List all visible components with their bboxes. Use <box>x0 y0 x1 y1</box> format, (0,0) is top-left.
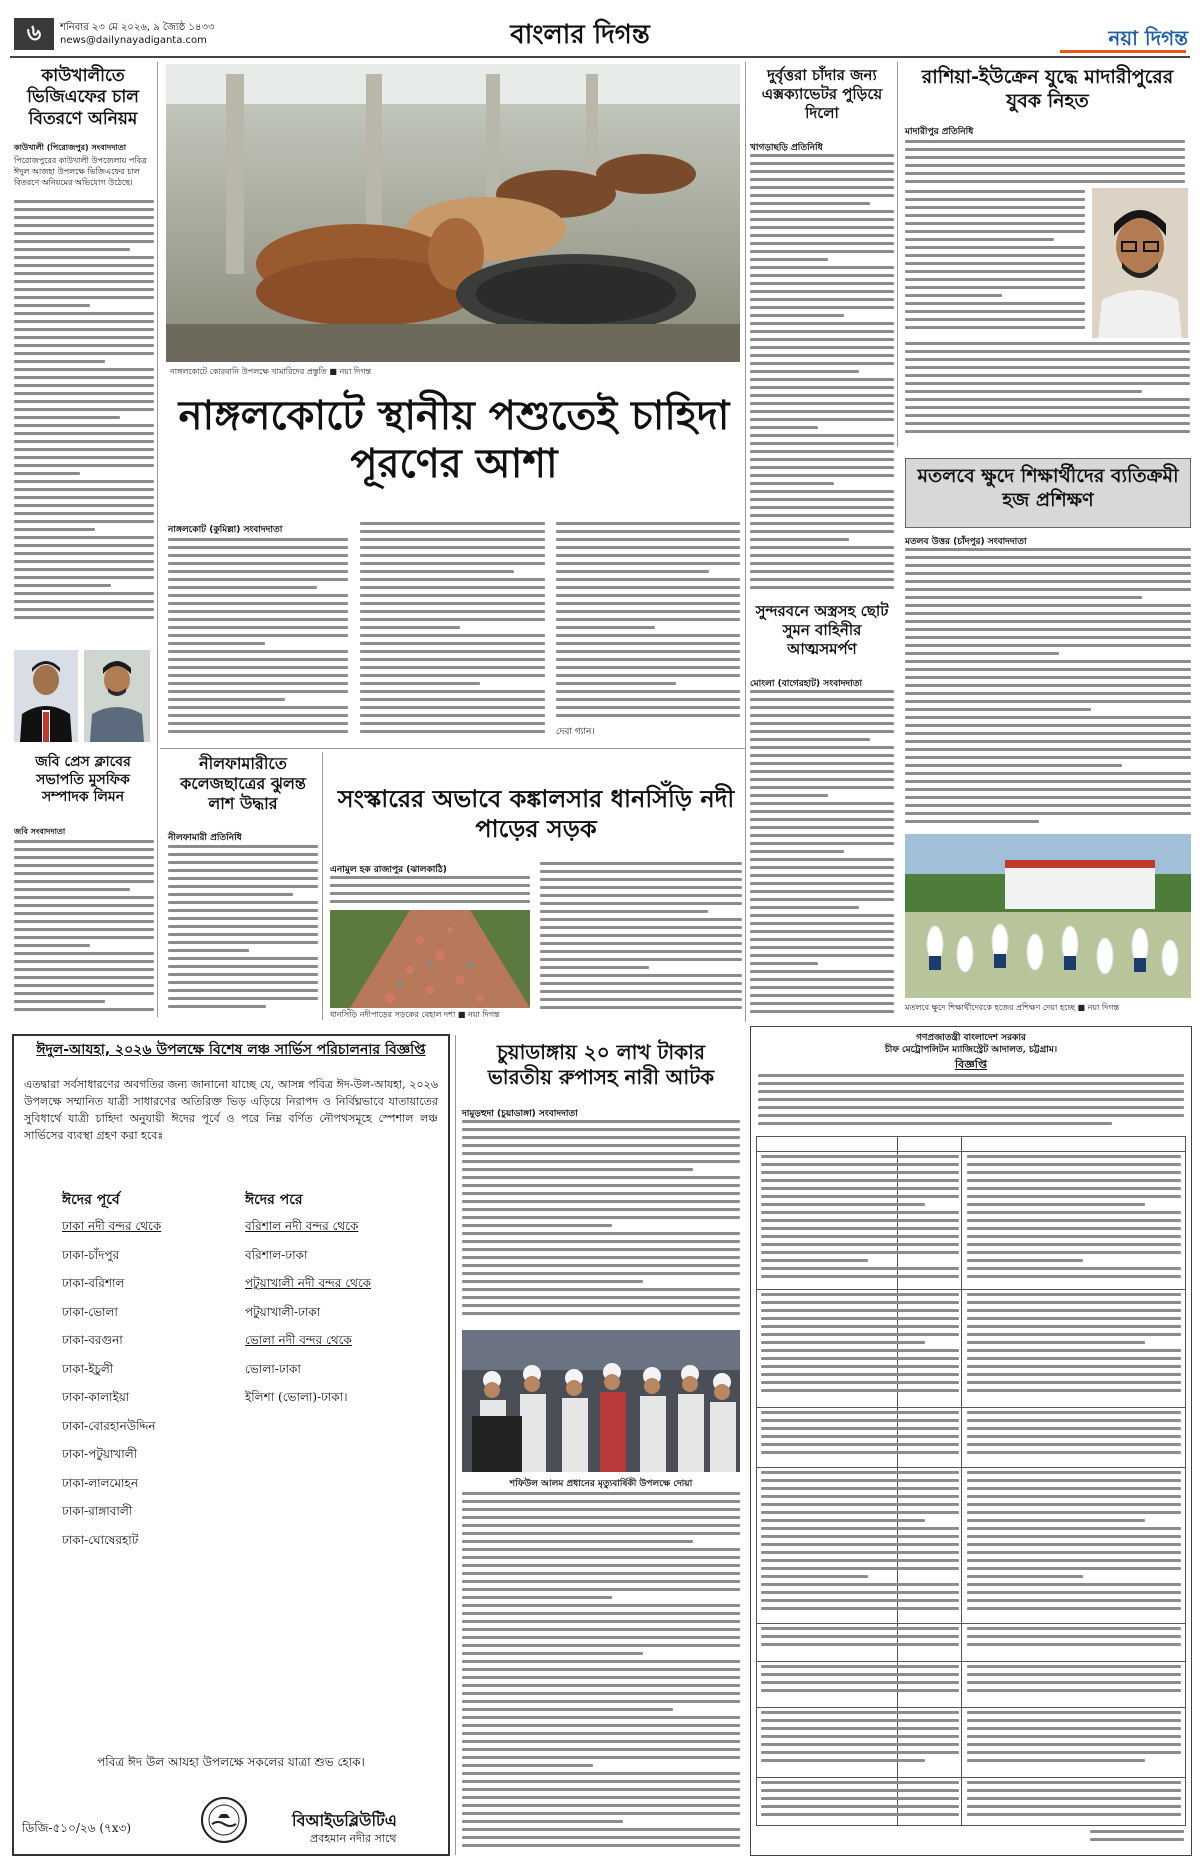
ad-before-list <box>62 1218 232 1560</box>
table-row-rule <box>757 1777 1185 1778</box>
column-rule <box>455 1035 456 1855</box>
road-body-col-1 <box>330 876 530 908</box>
table-cell-text <box>761 1627 959 1657</box>
ad-after-list <box>245 1218 435 1418</box>
broken-road-photo <box>330 910 530 1008</box>
table-cell-text <box>967 1411 1181 1463</box>
route-item: ঢাকা-কালাইয়া <box>62 1390 130 1404</box>
page-number-box <box>14 18 54 50</box>
route-item: পটুয়াখালী নদী বন্দর থেকে <box>245 1276 372 1290</box>
jabi-secretary-photo <box>84 650 150 742</box>
table-cell-text <box>761 1781 959 1821</box>
biwta-logo-icon <box>200 1796 248 1844</box>
column-rule <box>897 62 898 447</box>
matlab-body-text <box>905 548 1191 830</box>
table-cell-text <box>967 1627 1181 1657</box>
table-row-rule <box>757 1707 1185 1708</box>
route-item: ঢাকা-ভোলা <box>62 1304 118 1319</box>
excavator-headline: দুর্বৃত্তরা চাঁদার জন্য এক্সক্যাভেটর পুড়িয়ে দিলো <box>761 66 883 122</box>
kaukhali-headline: কাউখালীতে ভিজিএফের চাল বিতরণে অনিয়ম <box>27 66 139 129</box>
column-rule <box>745 62 746 1022</box>
road-body-col-2 <box>540 862 742 1020</box>
chuadanga-body-text <box>462 1120 740 1325</box>
caption-credit: নয়া দিগন্ত <box>1087 1003 1120 1012</box>
ad-before-heading: ঈদের পূর্বে <box>62 1192 120 1208</box>
table-cell-text <box>761 1293 959 1403</box>
header-email: news@dailynayadiganta.com <box>60 35 207 46</box>
nilphamari-byline: নীলফামারী প্রতিনিধি <box>168 833 242 843</box>
notice-intro-text <box>758 1074 1184 1134</box>
route-item: ঢাকা-বরিশাল <box>62 1276 125 1290</box>
ad-slogan: প্রবহমান নদীর সাথে <box>310 1832 397 1845</box>
table-cell-text <box>967 1711 1181 1773</box>
road-photo-caption: ধানসিঁড়ি নদীপাড়ের সড়কের বেহাল দশা ■ নয়া দিগন্ত <box>330 1010 500 1019</box>
logo-underline <box>1060 50 1186 53</box>
caption-credit: নয়া দিগন্ত <box>339 367 372 376</box>
newspaper-logo: নয়া দিগন্ত <box>1108 26 1188 50</box>
matlab-headline: মতলবে ক্ষুদে শিক্ষার্থীদের ব্যতিক্রমী হজ প্রশিক্ষণ <box>917 465 1179 511</box>
jabi-byline: জবি সংবাদদাতা <box>14 827 66 836</box>
table-cell-text <box>967 1665 1181 1703</box>
table-row-rule <box>757 1661 1185 1662</box>
page-number: ৬ <box>26 21 42 46</box>
column-rule <box>322 752 323 1020</box>
nilphamari-headline: নীলফামারীতে কলেজছাত্রের ঝুলন্ত লাশ উদ্ধার <box>180 754 306 813</box>
prayer-gathering-photo <box>462 1330 740 1472</box>
ad-org: বিআইডব্লিউটিএ <box>292 1811 397 1830</box>
chuadanga-byline: দামুড়হুদা (চুয়াডাঙ্গা) সংবাদদাতা <box>462 1109 578 1119</box>
notice-signature-text <box>1090 1830 1184 1852</box>
road-headline: সংস্কারের অভাবে কঙ্কালসার ধানসিঁড়ি নদী পাড়ের সড়ক <box>337 785 735 843</box>
ukraine-byline: মাদারীপুর প্রতিনিধি <box>905 127 974 137</box>
table-row-rule <box>757 1623 1185 1624</box>
ukraine-body-left <box>905 190 1085 340</box>
jabi-headline: জবি প্রেস ক্লাবের সভাপতি মুসফিক সম্পাদক লিমন <box>35 754 131 805</box>
table-cell-text <box>761 1471 959 1619</box>
sundarban-byline: মোংলা (বাগেরহাট) সংবাদদাতা <box>750 679 863 689</box>
nilphamari-body-text <box>168 845 318 1020</box>
route-item: বরিশাল নদী বন্দর থেকে <box>245 1219 359 1233</box>
ukraine-body-bottom <box>905 342 1190 440</box>
hajj-photo-caption: মতলবে ক্ষুদে শিক্ষার্থীদেরকে হজের প্রশিক্ষণ দেয়া হচ্ছে ■ নয়া দিগন্ত <box>905 1003 1120 1012</box>
sundarban-body-text <box>750 690 894 1020</box>
caption-text: মতলবে ক্ষুদে শিক্ষার্থীদেরকে হজের প্রশিক্ষণ দেয়া হচ্ছে <box>905 1003 1075 1012</box>
table-row-rule <box>757 1467 1185 1468</box>
route-item: ভোলা-ঢাকা <box>245 1361 301 1376</box>
lead-body-col-1 <box>168 538 348 738</box>
sundarban-headline: সুন্দরবনে অস্ত্রসহ ছোট সুমন বাহিনীর আত্মসমর্পণ <box>755 602 889 658</box>
ad-after-heading: ঈদের পরে <box>245 1192 303 1208</box>
table-cell-text <box>967 1155 1181 1285</box>
caption-text: ধানসিঁড়ি নদীপাড়ের সড়কের বেহাল দশা <box>330 1010 456 1019</box>
ad-code: ডিজি-৫১০/২৬ (৭x৩) <box>22 1821 132 1835</box>
excavator-byline: খাগড়াছড়ি প্রতিনিধি <box>750 143 823 153</box>
route-item: পটুয়াখালী-ঢাকা <box>245 1304 321 1319</box>
caption-credit: নয়া দিগন্ত <box>467 1010 500 1019</box>
table-row-rule <box>757 1151 1185 1152</box>
caption-text: নাঙ্গলকোটে কোরবানি উপলক্ষে খামারিদের প্রস্তুতি <box>170 367 327 376</box>
ukraine-victim-photo <box>1092 188 1188 338</box>
prayer-photo-caption: শফিউল আলম প্রধানের মৃত্যুবার্ষিকী উপলক্ষে দোয়া <box>509 1479 693 1489</box>
table-cell-text <box>761 1155 959 1285</box>
lead-body-col-3 <box>556 522 740 722</box>
route-item: ঢাকা-ঘোষেরহাট <box>62 1532 139 1547</box>
route-item: ঢাকা-বোরহানউদ্দিন <box>62 1418 156 1433</box>
ad-title: ঈদুল-আযহা, ২০২৬ উপলক্ষে বিশেষ লঞ্চ সার্ভিস পরিচালনার বিজ্ঞপ্তি <box>36 1042 426 1058</box>
matlab-byline: মতলব উত্তর (চাঁদপুর) সংবাদদাতা <box>905 537 1027 547</box>
ukraine-headline: রাশিয়া-ইউক্রেন যুদ্ধে মাদারীপুরের যুবক নিহত <box>921 66 1174 112</box>
table-cell-text <box>967 1293 1181 1403</box>
notice-table <box>756 1136 1186 1826</box>
notice-gov: গণপ্রজাতন্ত্রী বাংলাদেশ সরকার <box>916 1033 1026 1043</box>
shafiul-body-text <box>462 1492 740 1852</box>
kaukhali-body-text <box>14 200 154 625</box>
header-date: শনিবার ২৩ মে ২০২৬, ৯ জ্যৈষ্ঠ ১৪৩৩ <box>60 22 215 33</box>
route-item: ঢাকা নদী বন্দর থেকে <box>62 1219 162 1233</box>
table-col-rule <box>961 1137 962 1825</box>
notice-court: চীফ মেট্রোপলিটন ম্যাজিস্ট্রেট আদালত, চট্টগ্রাম। <box>884 1045 1058 1055</box>
lead-headline: নাঙ্গলকোটে স্থানীয় পশুতেই চাহিদা পূরণের আশা <box>178 393 730 487</box>
excavator-body-text <box>750 154 894 594</box>
column-rule <box>157 62 158 1017</box>
table-cell-text <box>967 1781 1181 1821</box>
route-item: ঢাকা-চাঁদপুর <box>62 1247 120 1262</box>
header-rule <box>10 56 1190 58</box>
cattle-photo-caption: নাঙ্গলকোটে কোরবানি উপলক্ষে খামারিদের প্রস্তুতি ■ নয়া দিগন্ত <box>170 367 372 376</box>
section-title: বাংলার দিগন্ত <box>510 20 650 50</box>
route-item: ঢাকা-রাঙ্গাবালী <box>62 1504 133 1518</box>
ad-intro: এতদ্বারা সর্বসাধারণের অবগতির জন্য জানানো যাচ্ছে যে, আসন্ন পবিত্র ঈদ-উল-আযহা, ২০২৬ উপলক্ষে সম্মানিত যাত্রী সাধারণের অতিরিক্ত ভিড় এড়িয়ে নিরাপদ ও নির্বিঘ্নভাবে যাতায়াতের সুবিধার্থে যাত্রী চাহিদা অনুযায়ী ঈদের পূর্বে ও পরে নিম্ন বর্ণিত নৌপথসমূহে স্পেশাল লঞ্চ সার্ভিসের ব্যবস্থা গ্রহণ করা হবেঃ <box>24 1078 438 1143</box>
route-item: ঢাকা-ইচুলী <box>62 1361 114 1376</box>
ukraine-body-top <box>905 140 1185 190</box>
route-item: ঢাকা-লালমোহন <box>62 1475 138 1490</box>
jabi-body-text <box>14 840 154 1020</box>
table-cell-text <box>967 1471 1181 1619</box>
ad-closing: পবিত্র ঈদ উল আযহা উপলক্ষে সকলের যাত্রা শুভ হোক। <box>97 1755 365 1769</box>
chuadanga-headline: চুয়াডাঙ্গায় ২০ লাখ টাকার ভারতীয় রুপাসহ নারী আটক <box>487 1040 715 1089</box>
route-item: ঢাকা-পটুয়াখালী <box>62 1447 138 1461</box>
jabi-president-photo <box>14 650 78 742</box>
route-item: ঢাকা-বরগুনা <box>62 1333 123 1347</box>
lead-body-end: দেবা গ্যান। <box>556 727 595 737</box>
table-cell-text <box>761 1665 959 1703</box>
route-item: বরিশাল-ঢাকা <box>245 1247 308 1262</box>
matlab-headline-box <box>905 458 1191 528</box>
lead-body-col-2 <box>360 522 545 738</box>
route-item: ভোলা নদী বন্দর থেকে <box>245 1333 352 1347</box>
table-cell-text <box>761 1411 959 1463</box>
route-item: ইলিশা (ভোলা)-ঢাকা। <box>245 1390 348 1404</box>
road-byline: এনামুল হক রাজাপুর (ঝালকাঠি) <box>330 865 447 875</box>
notice-title: বিজ্ঞপ্তি <box>955 1058 987 1071</box>
cattle-farm-photo <box>166 64 740 362</box>
kaukhali-byline: কাউখালী (পিরোজপুর) সংবাদদাতা <box>14 143 127 152</box>
table-row-rule <box>757 1289 1185 1290</box>
lead-byline: নাঙ্গলকোট (কুমিল্লা) সংবাদদাতা <box>168 525 283 535</box>
kaukhali-lead: পিরোজপুরের কাউখালী উপজেলায় পবিত্র ঈদুল আজহা উপলক্ষে ভিজিএফের চাল বিতরণে অনিয়মের অভিযোগ উঠেছে। <box>14 156 147 187</box>
hajj-training-photo <box>905 834 1191 998</box>
table-cell-text <box>761 1711 959 1773</box>
table-row-rule <box>757 1407 1185 1408</box>
section-rule <box>160 748 745 749</box>
